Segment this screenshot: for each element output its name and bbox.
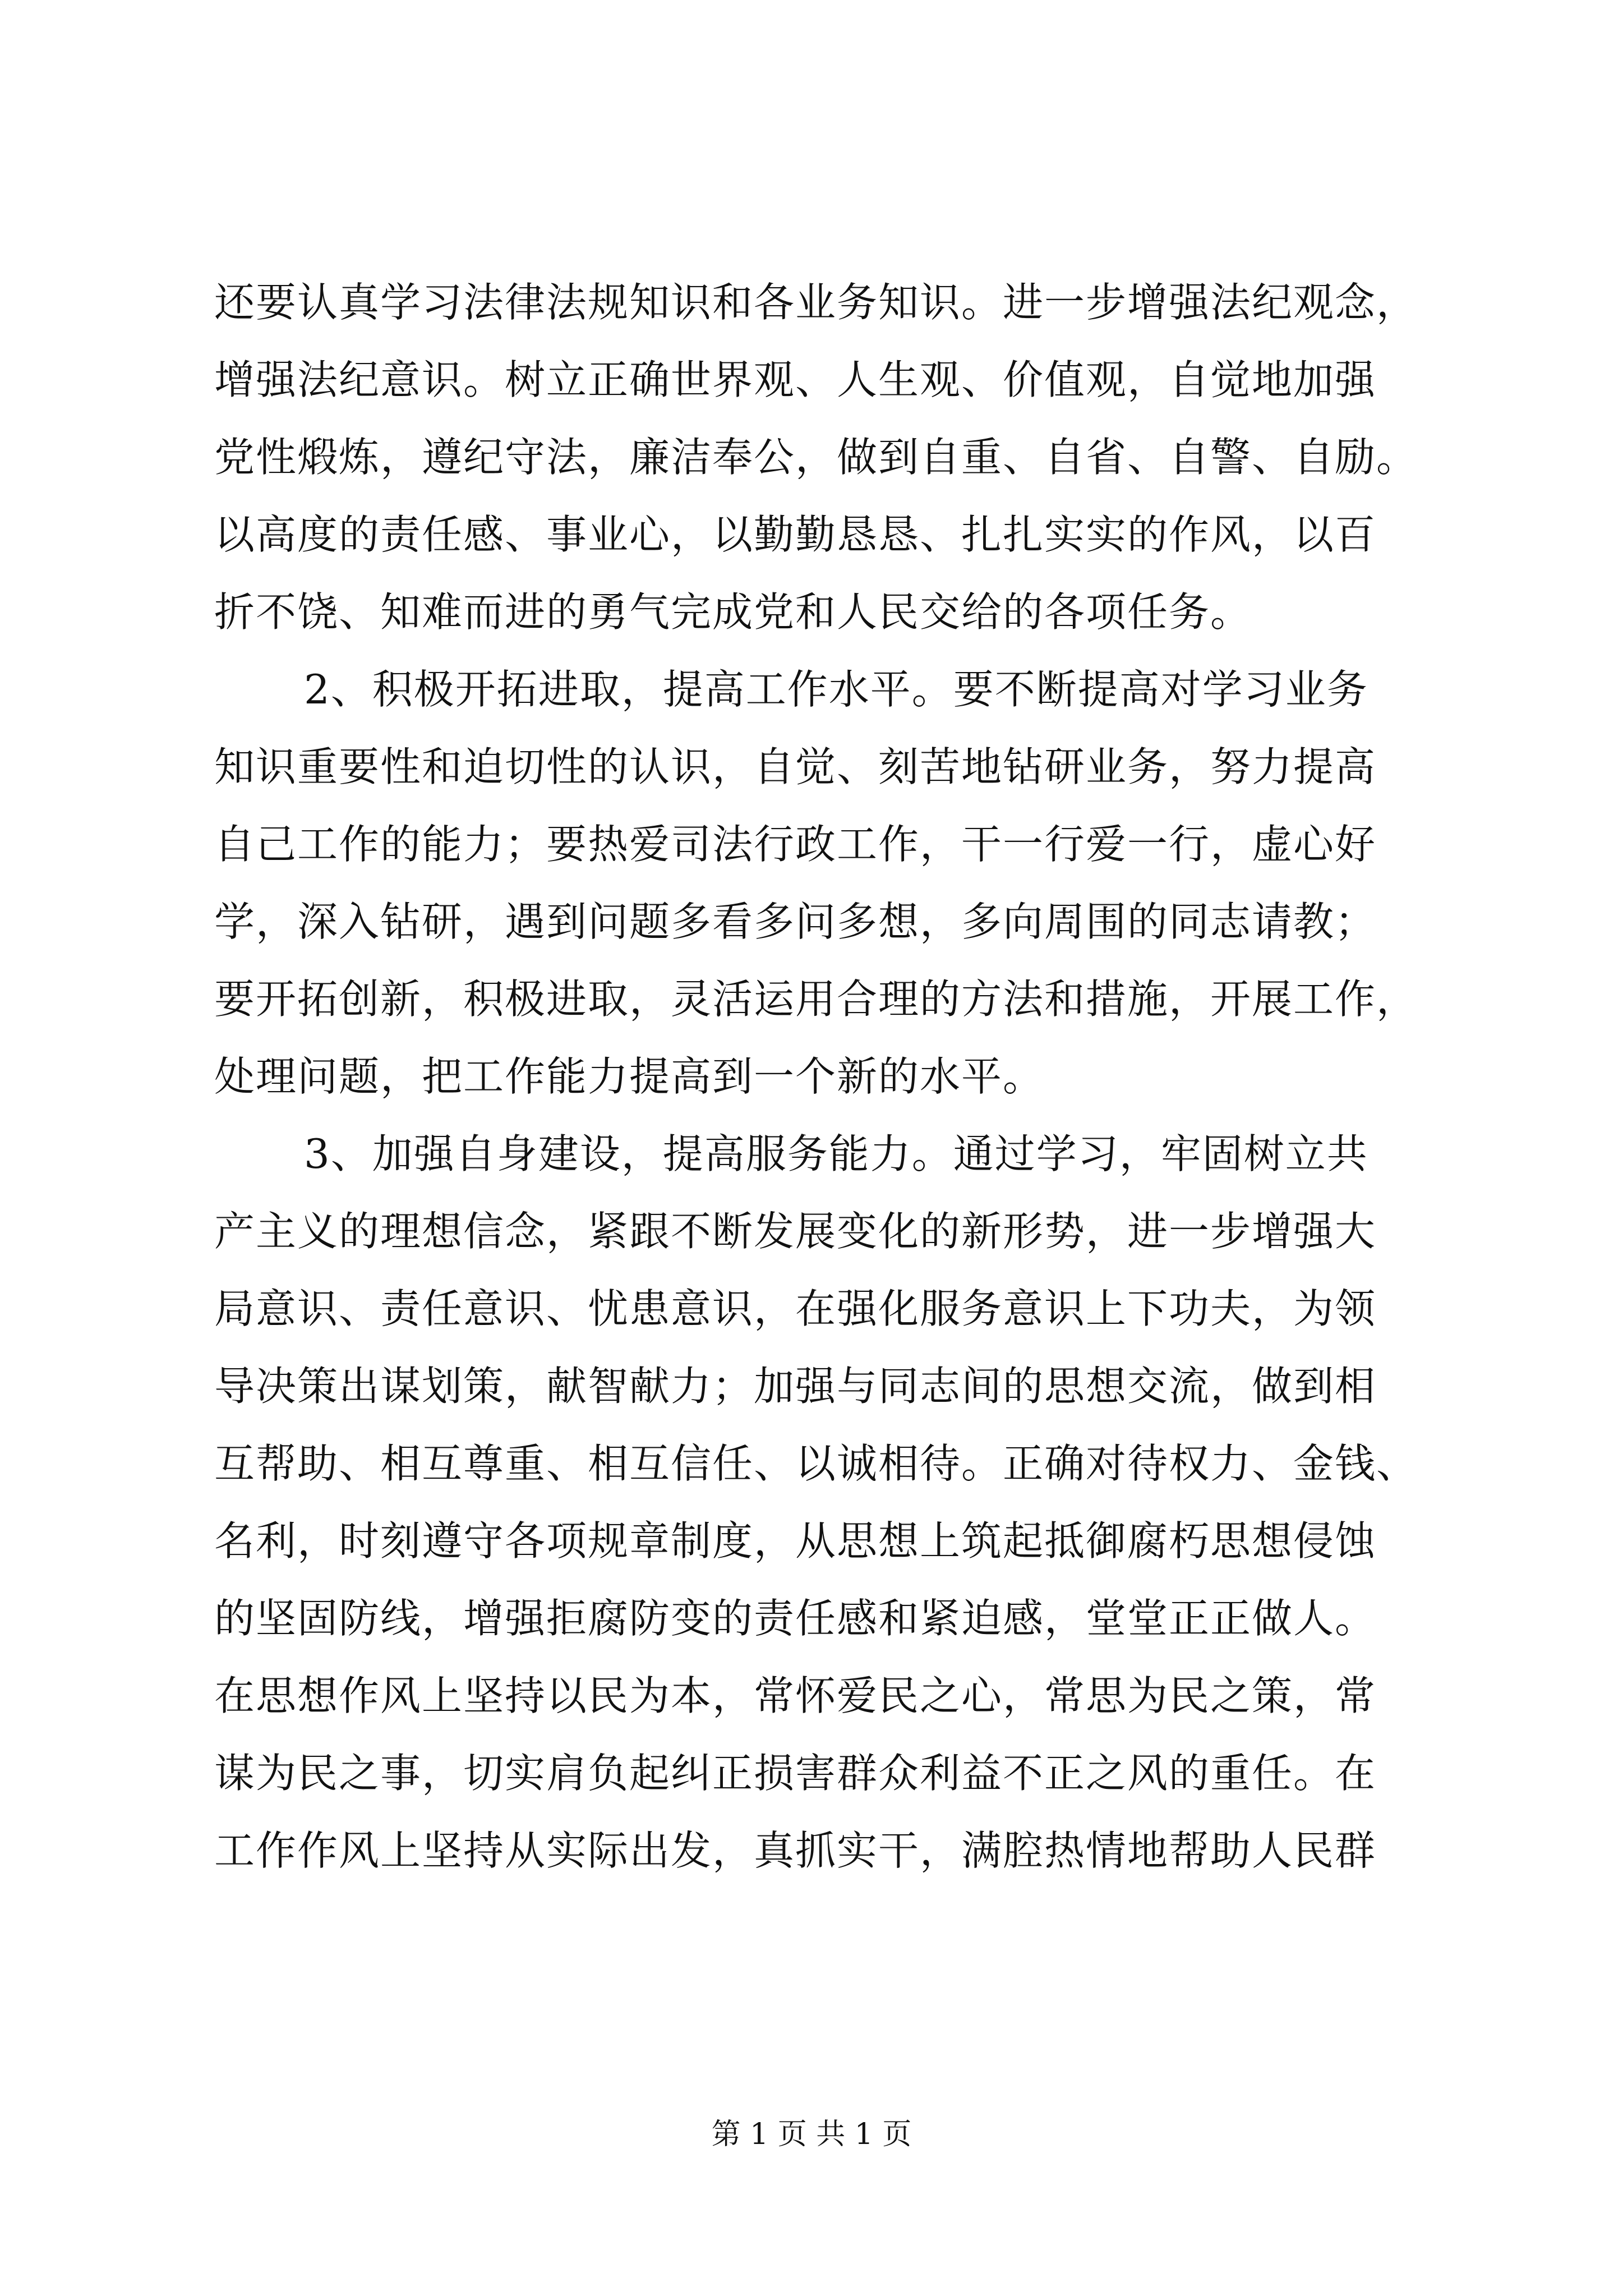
page-number-footer: 第 1 页 共 1 页 xyxy=(711,2118,912,2151)
text-line: 知识重要性和迫切性的认识，自觉、刻苦地钻研业务，努力提高 xyxy=(214,743,1377,790)
paragraph-3-start: 3、加强自身建设，提高服务能力。通过学习，牢固树立共 xyxy=(304,1130,1368,1177)
text-line: 处理问题，把工作能力提高到一个新的水平。 xyxy=(214,1053,1045,1100)
text-line: 的坚固防线，增强拒腐防变的责任感和紧迫感，堂堂正正做人。 xyxy=(214,1595,1377,1642)
text-line: 折不饶、知难而进的勇气完成党和人民交给的各项任务。 xyxy=(214,588,1252,636)
text-line: 学，深入钻研，遇到问题多看多问多想，多向周围的同志请教； xyxy=(214,898,1377,945)
text-line: 党性煅炼，遵纪守法，廉洁奉公，做到自重、自省、自警、自励。 xyxy=(214,434,1418,481)
text-line: 还要认真学习法律法规知识和各业务知识。进一步增强法纪观念， xyxy=(214,279,1418,326)
text-line: 要开拓创新，积极进取，灵活运用合理的方法和措施，开展工作， xyxy=(214,976,1418,1023)
text-line: 在思想作风上坚持以民为本，常怀爱民之心，常思为民之策，常 xyxy=(214,1672,1377,1719)
text-line: 增强法纪意识。树立正确世界观、人生观、价值观，自觉地加强 xyxy=(214,356,1377,403)
paragraph-2-start: 2、积极开拓进取，提高工作水平。要不断提高对学习业务 xyxy=(304,666,1368,713)
text-line: 产主义的理想信念，紧跟不断发展变化的新形势，进一步增强大 xyxy=(214,1208,1377,1255)
text-line: 导决策出谋划策，献智献力；加强与同志间的思想交流，做到相 xyxy=(214,1363,1377,1410)
text-line: 自己工作的能力；要热爱司法行政工作，干一行爱一行，虚心好 xyxy=(214,821,1377,868)
text-line: 谋为民之事，切实肩负起纠正损害群众利益不正之风的重任。在 xyxy=(214,1750,1377,1797)
document-body xyxy=(214,264,1504,1889)
text-line: 工作作风上坚持从实际出发，真抓实干，满腔热情地帮助人民群 xyxy=(214,1827,1377,1874)
text-line: 以高度的责任感、事业心，以勤勤恳恳、扎扎实实的作风，以百 xyxy=(214,511,1377,558)
text-line: 局意识、责任意识、忧患意识，在强化服务意识上下功夫，为领 xyxy=(214,1285,1377,1332)
text-line: 名利，时刻遵守各项规章制度，从思想上筑起抵御腐朽思想侵蚀 xyxy=(214,1517,1377,1565)
text-line: 互帮助、相互尊重、相互信任、以诚相待。正确对待权力、金钱、 xyxy=(214,1440,1418,1487)
